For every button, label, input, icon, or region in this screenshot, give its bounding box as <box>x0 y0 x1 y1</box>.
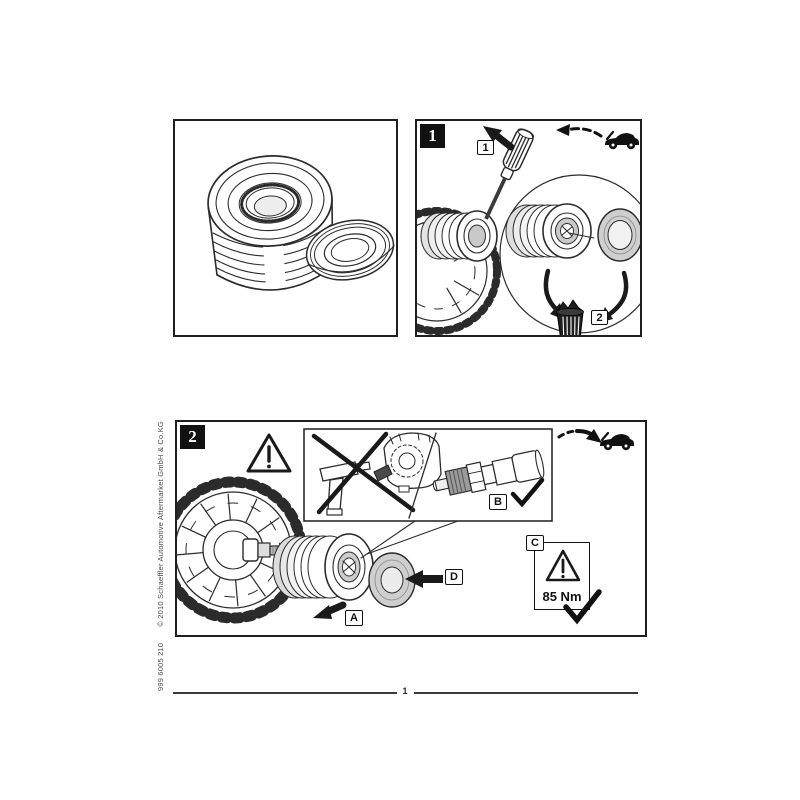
inset-tool-box <box>304 429 552 521</box>
callout-cap: D <box>445 569 463 585</box>
step-number-box <box>180 425 205 449</box>
car-install-icon <box>559 429 634 450</box>
callout-pry: 1 <box>477 140 494 155</box>
footer-rule-left <box>173 692 397 694</box>
warning-triangle-icon <box>248 435 290 471</box>
car-removal-icon <box>556 124 639 149</box>
panel-parts-overview <box>173 119 398 337</box>
warning-triangle-icon <box>535 547 591 587</box>
callout-discard: 2 <box>591 310 608 325</box>
footer-rule-right <box>414 692 638 694</box>
removed-pulley <box>506 204 594 258</box>
torque-checkmark-icon <box>560 588 604 626</box>
step-number: 2 <box>188 427 197 446</box>
part-number: 999 6005 210 <box>156 642 165 691</box>
step-number: 1 <box>428 126 437 145</box>
copyright-text: © 2010 Schaeffler Automotive Aftermarket GmbH & Co.KG <box>156 421 165 627</box>
callout-torque: C <box>526 535 544 551</box>
panel-step-1-removal <box>415 119 642 337</box>
panel-step-2-installation <box>175 420 647 637</box>
removed-cap <box>598 209 640 261</box>
sidebar-imprint <box>156 421 165 691</box>
page-number: 1 <box>402 686 408 696</box>
callout-tool: B <box>489 494 507 510</box>
pulley-and-cap-drawing <box>175 121 396 335</box>
install-arrow-a <box>313 605 343 619</box>
step-number-box <box>420 124 445 148</box>
removal-drawing <box>417 121 640 335</box>
torque-value: 85 Nm <box>542 589 582 604</box>
callout-pulley: A <box>345 610 363 626</box>
